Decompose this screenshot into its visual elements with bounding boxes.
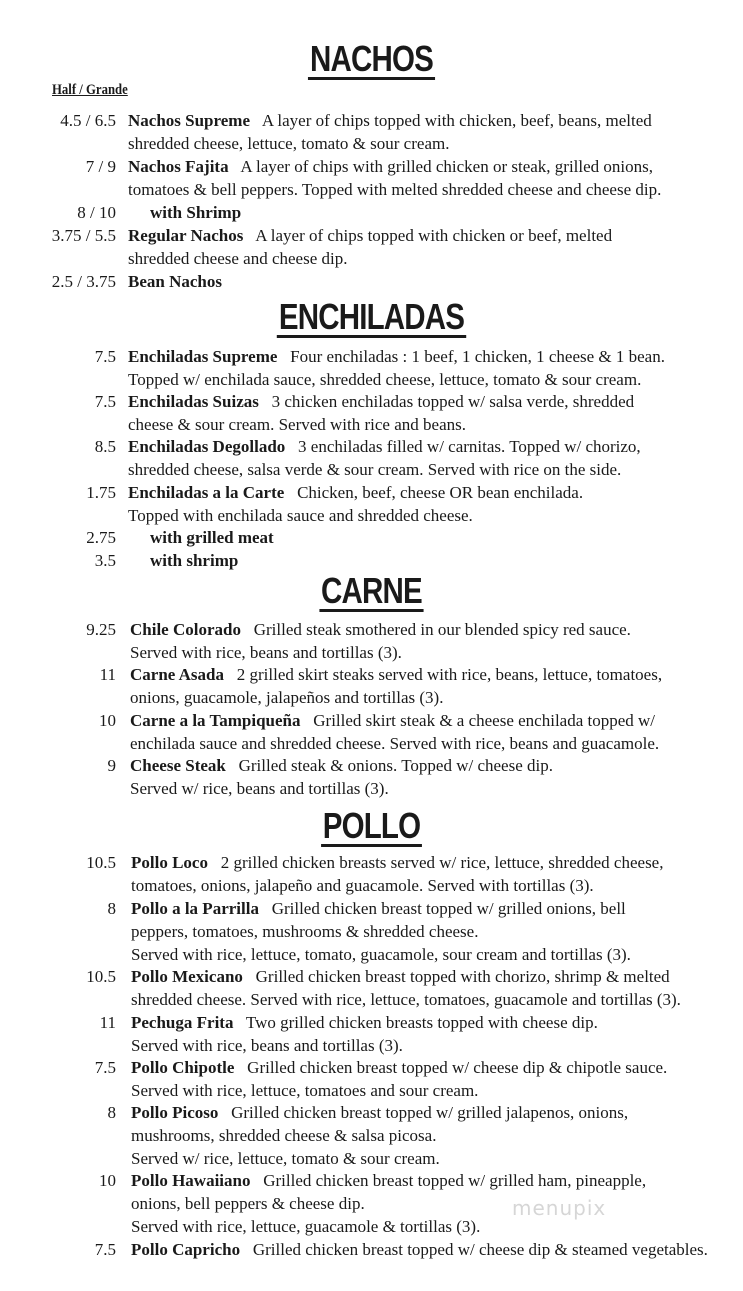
item-desc: Topped with enchilada sauce and shredded cheese. [128,506,473,525]
item-desc: Grilled chicken breast topped w/ grilled ham, pineapple, [263,1171,647,1190]
section-title-carne: CARNE [321,570,422,611]
item-name: Pechuga Frita [131,1013,234,1032]
item-price: 8 [107,899,116,918]
item-desc: A layer of chips topped with chicken or beef, melted [255,226,613,245]
item-desc: Served w/ rice, lettuce, tomato & sour cream. [131,1149,440,1168]
item-price: 7.5 [94,1240,116,1259]
item-name: Cheese Steak [130,756,226,775]
item-price: 10.5 [86,967,116,986]
item-name: Carne Asada [130,665,224,684]
item-price: 7.5 [94,1058,116,1077]
item-name: Enchiladas Suizas [128,392,259,411]
item-price: 8.5 [94,437,116,456]
item-desc: Served with rice, lettuce, tomatoes and sour cream. [131,1081,479,1100]
section-title-pollo: POLLO [322,805,421,846]
item-price: 10.5 [86,853,116,872]
item-price: 9.25 [86,620,116,639]
item-name: Enchiladas a la Carte [128,483,285,502]
item-desc: Grilled chicken breast topped with chorizo, shrimp & melted [255,967,670,986]
item-price: 7.5 [94,347,116,366]
item-price: 8 [107,1103,116,1122]
item-desc: shredded cheese and cheese dip. [128,249,348,268]
item-desc: Served with rice, lettuce, guacamole & tortillas (3). [131,1217,481,1236]
item-name: Pollo a la Parrilla [131,899,259,918]
item-name: Pollo Hawaiiano [131,1171,251,1190]
item-name: Regular Nachos [128,226,244,245]
item-name: with grilled meat [150,528,274,547]
item-desc: Served w/ rice, beans and tortillas (3). [130,779,389,798]
item-desc: onions, guacamole, jalapeños and tortillas (3). [130,688,444,707]
item-price: 1.75 [86,483,116,502]
item-desc: A layer of chips with grilled chicken or steak, grilled onions, [240,157,654,176]
item-name: Carne a la Tampiqueña [130,711,301,730]
item-desc: Four enchiladas : 1 beef, 1 chicken, 1 cheese & 1 bean. [290,347,665,366]
item-price: 10 [99,711,116,730]
item-desc: mushrooms, shredded cheese & salsa picosa. [131,1126,437,1145]
item-desc: 3 chicken enchiladas topped w/ salsa verde, shredded [271,392,635,411]
item-desc: 3 enchiladas filled w/ carnitas. Topped w/ chorizo, [298,437,641,456]
item-name: Enchiladas Supreme [128,347,278,366]
item-desc: shredded cheese, salsa verde & sour cream. Served with rice on the side. [128,460,622,479]
item-name: Nachos Fajita [128,157,229,176]
item-desc: enchilada sauce and shredded cheese. Served with rice, beans and guacamole. [130,734,660,753]
item-desc: tomatoes & bell peppers. Topped with melted shredded cheese and cheese dip. [128,180,662,199]
item-desc: Topped w/ enchilada sauce, shredded cheese, lettuce, tomato & sour cream. [128,370,642,389]
item-desc: tomatoes, onions, jalapeño and guacamole. Served with tortillas (3). [131,876,594,895]
item-price: 11 [99,1013,116,1032]
item-name: Enchiladas Degollado [128,437,286,456]
item-desc: Grilled chicken breast topped w/ cheese dip & chipotle sauce. [247,1058,668,1077]
item-desc: Grilled steak & onions. Topped w/ cheese dip. [238,756,553,775]
item-desc: Grilled steak smothered in our blended spicy red sauce. [253,620,631,639]
item-desc: 2 grilled skirt steaks served with rice, beans, lettuce, tomatoes, [236,665,663,684]
item-desc: shredded cheese, lettuce, tomato & sour cream. [128,134,450,153]
item-desc: Served with rice, beans and tortillas (3). [131,1036,403,1055]
item-price: 8 / 10 [77,203,116,222]
item-price: 3.75 / 5.5 [51,226,116,245]
item-name: Pollo Picoso [131,1103,219,1122]
item-name: with Shrimp [150,203,242,222]
item-name: Pollo Capricho [131,1240,241,1259]
item-desc: Chicken, beef, cheese OR bean enchilada. [297,483,584,502]
section-title-enchiladas: ENCHILADAS [278,296,465,337]
item-price: 10 [99,1171,116,1190]
item-desc: 2 grilled chicken breasts served w/ rice, lettuce, shredded cheese, [220,853,664,872]
item-desc: Two grilled chicken breasts topped with cheese dip. [245,1013,598,1032]
item-desc: Served with rice, beans and tortillas (3). [130,643,402,662]
item-price: 2.75 [86,528,116,547]
item-desc: shredded cheese. Served with rice, lettuce, tomatoes, guacamole and tortillas (3). [131,990,681,1009]
item-name: Pollo Mexicano [131,967,243,986]
item-desc: onions, bell peppers & cheese dip. [131,1194,365,1213]
item-price: 9 [107,756,116,775]
item-price: 3.5 [94,551,116,570]
watermark: menupix [512,1196,607,1220]
item-desc: Grilled chicken breast topped w/ grilled jalapenos, onions, [231,1103,629,1122]
section-title-nachos: NACHOS [309,38,433,79]
item-price: 7.5 [94,392,116,411]
item-price: 2.5 / 3.75 [51,272,116,291]
item-desc: Grilled skirt steak & a cheese enchilada topped w/ [313,711,656,730]
item-desc: peppers, tomatoes, mushrooms & shredded cheese. [131,922,479,941]
item-desc: Grilled chicken breast topped w/ grilled onions, bell [271,899,626,918]
item-desc: Served with rice, lettuce, tomato, guacamole, sour cream and tortillas (3). [131,945,631,964]
item-name: Pollo Chipotle [131,1058,235,1077]
item-price: 11 [99,665,116,684]
item-desc: Grilled chicken breast topped w/ cheese dip & steamed vegetables. [252,1240,708,1259]
item-name: with shrimp [150,551,239,570]
item-name: Nachos Supreme [128,111,250,130]
item-desc: cheese & sour cream. Served with rice and beans. [128,415,466,434]
item-desc: A layer of chips topped with chicken, beef, beans, melted [261,111,652,130]
item-name: Bean Nachos [128,272,222,291]
size-note: Half / Grande [52,82,128,98]
item-name: Chile Colorado [130,620,241,639]
item-price: 7 / 9 [85,157,116,176]
item-name: Pollo Loco [131,853,208,872]
item-price: 4.5 / 6.5 [60,111,116,130]
